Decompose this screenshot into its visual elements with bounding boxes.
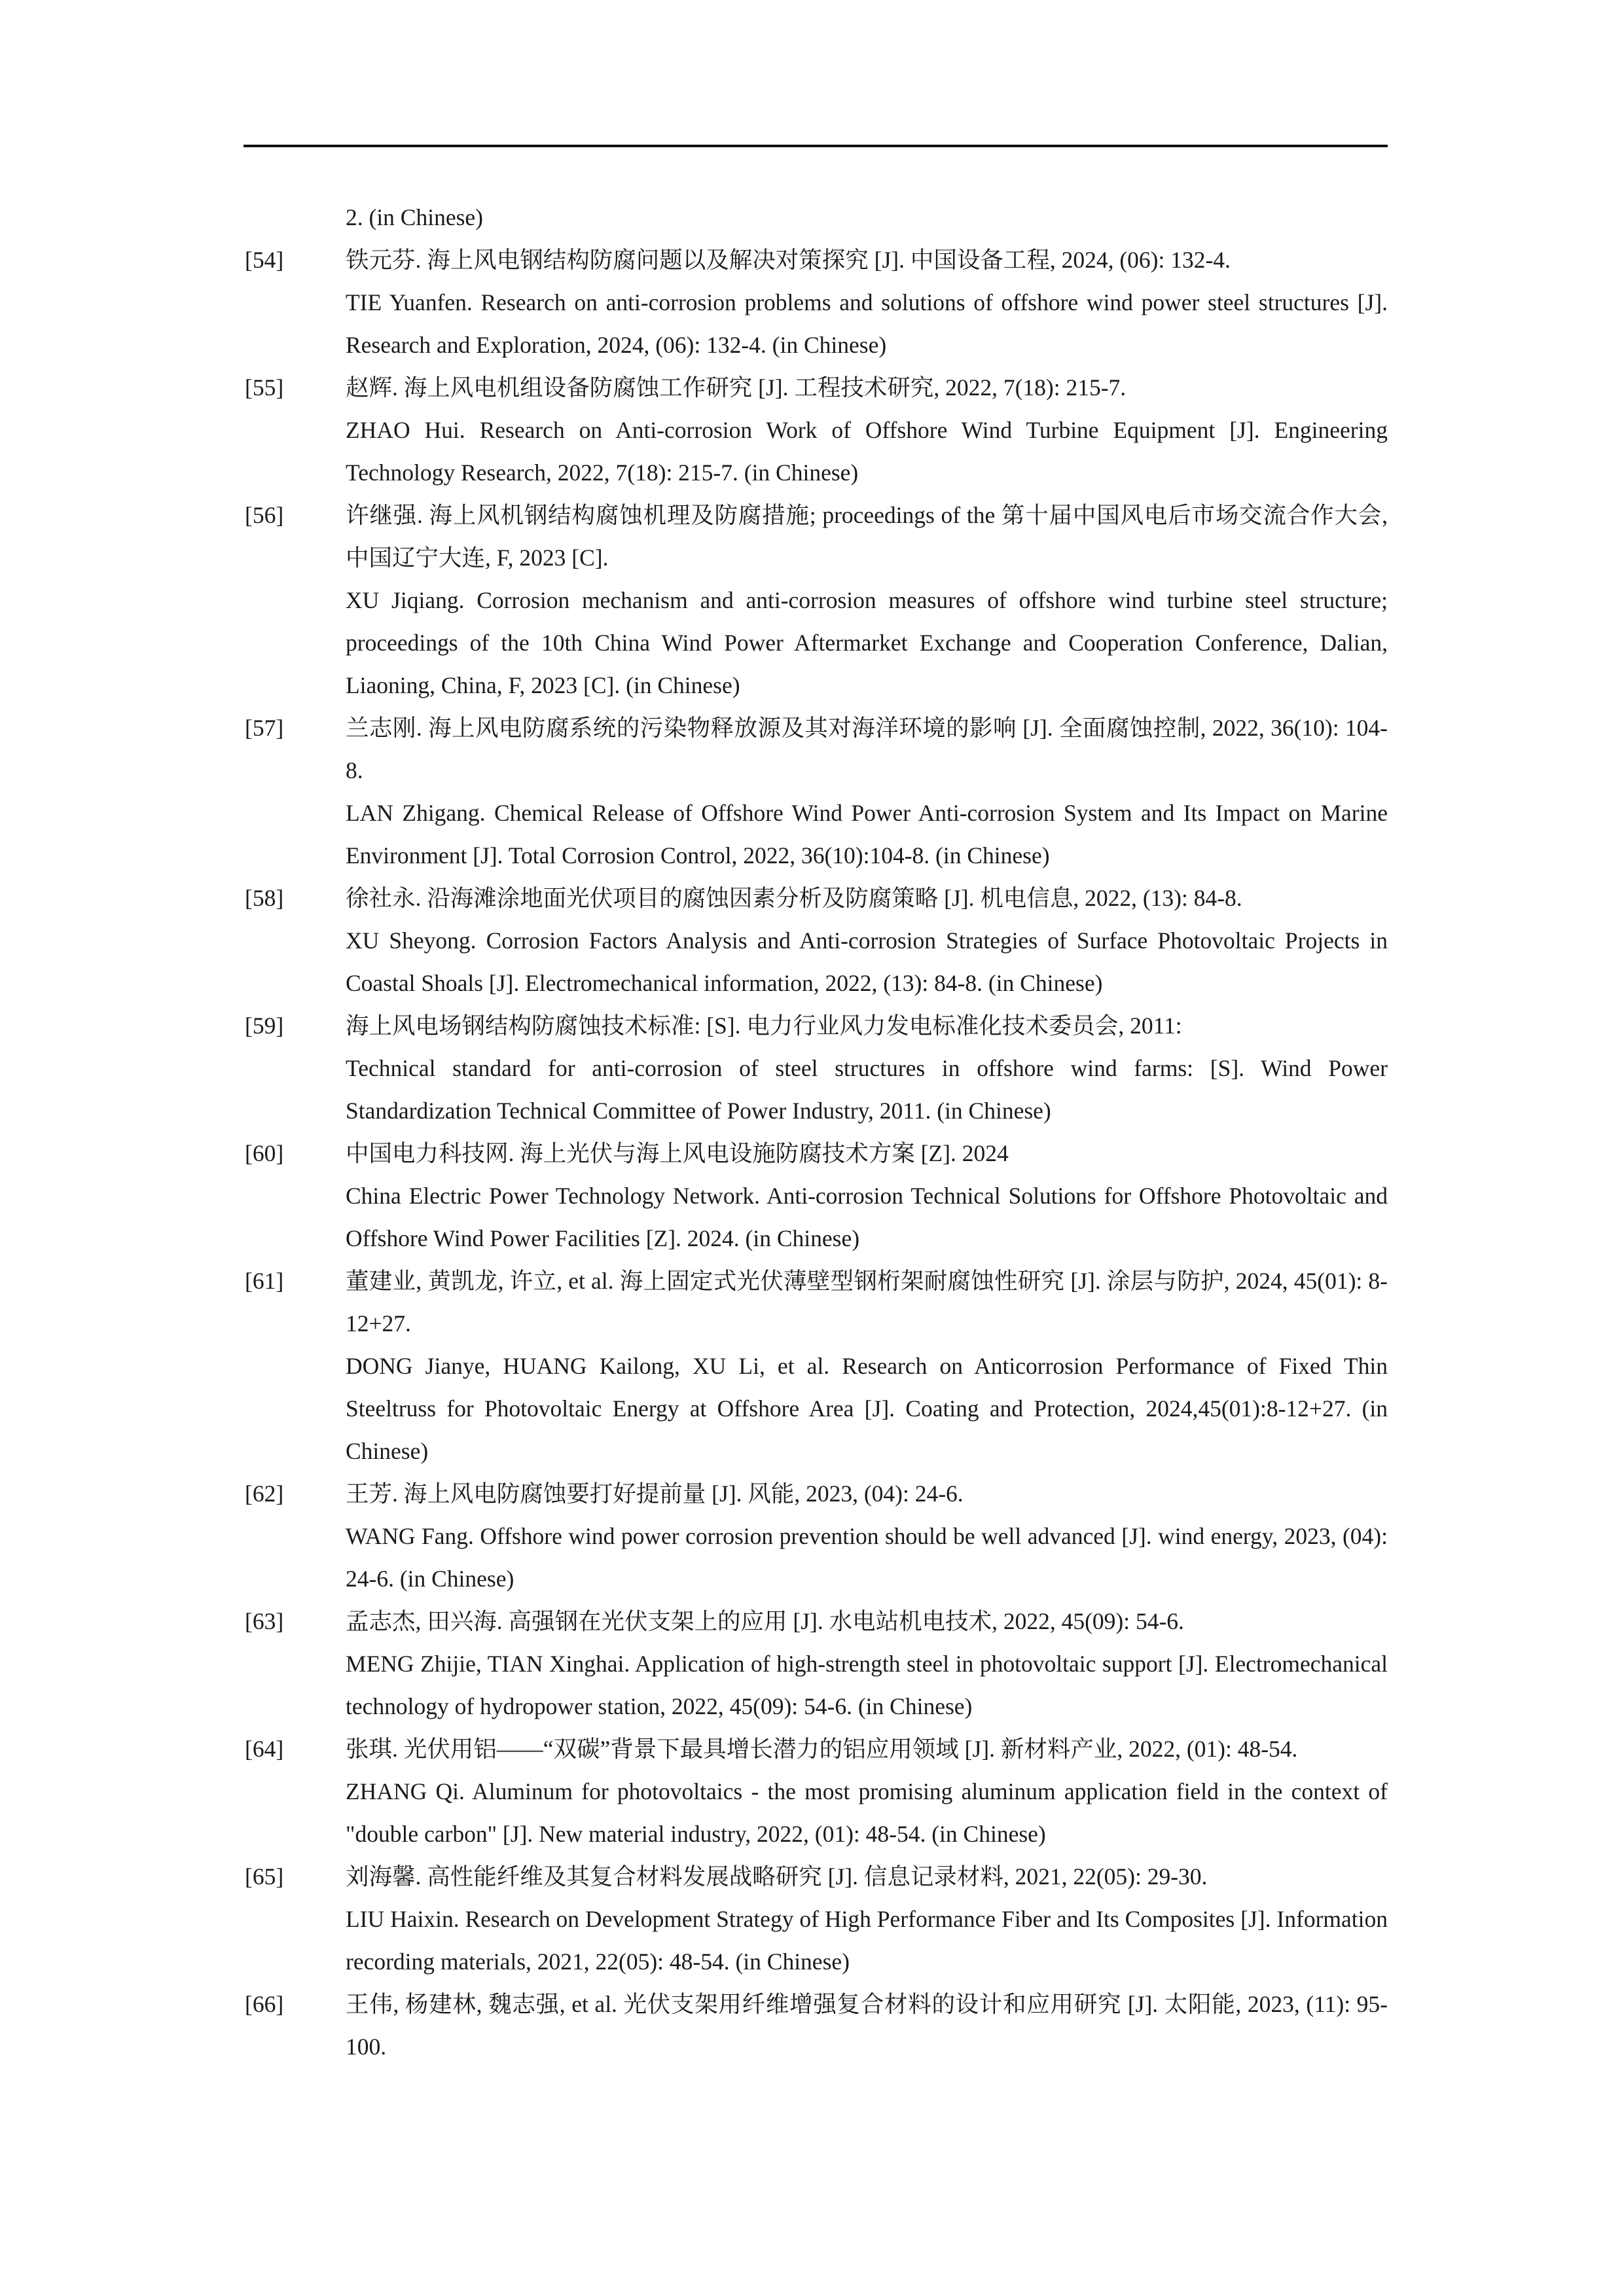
reference-english-citation: LAN Zhigang. Chemical Release of Offshore Wind Power Anti-corrosion System and Its Impact on Marine Environment [J]. Total Corrosion Control, 2022, 36(10):104-8. (in Chinese) xyxy=(346,800,1388,869)
reference-english-citation: ZHAO Hui. Research on Anti-corrosion Work of Offshore Wind Turbine Equipment [J]. Engineering Technology Research, 2022, 7(18): 215-7. (in Chinese) xyxy=(346,417,1388,486)
reference-number: [66] xyxy=(245,1991,284,2017)
reference-chinese-citation: 中国电力科技网. 海上光伏与海上风电设施防腐技术方案 [Z]. 2024 xyxy=(346,1140,1009,1166)
reference-66 xyxy=(0,1983,1624,2068)
reference-english-citation: Technical standard for anti-corrosion of steel structures in offshore wind farms: [S]. Wind Power Standardization Technical Committee of Power Industry, 2011. (in Chinese) xyxy=(346,1055,1388,1124)
reference-number: [55] xyxy=(245,374,284,401)
reference-chinese-citation: 徐社永. 沿海滩涂地面光伏项目的腐蚀因素分析及防腐策略 [J]. 机电信息, 2022, (13): 84-8. xyxy=(346,885,1242,911)
reference-number: [56] xyxy=(245,502,284,528)
reference-chinese-citation: 铁元芬. 海上风电钢结构防腐问题以及解决对策探究 [J]. 中国设备工程, 2024, (06): 132-4. xyxy=(346,247,1231,273)
reference-english-citation: XU Jiqiang. Corrosion mechanism and anti-corrosion measures of offshore wind turbine steel structure; proceedings of the 10th China Wind Power Aftermarket Exchange and Cooperation Conference, Dalian, Liaoning, China, F, 2023 [C]. (in Chinese) xyxy=(346,587,1388,698)
reference-number: [65] xyxy=(245,1863,284,1890)
reference-english-citation: XU Sheyong. Corrosion Factors Analysis and Anti-corrosion Strategies of Surface Photovoltaic Projects in Coastal Shoals [J]. Electromechanical information, 2022, (13): 84-8. (in Chinese) xyxy=(346,927,1388,996)
reference-english-citation: China Electric Power Technology Network. Anti-corrosion Technical Solutions for Offshore Photovoltaic and Offshore Wind Power Facilities [Z]. 2024. (in Chinese) xyxy=(346,1183,1388,1251)
reference-number: [59] xyxy=(245,1013,284,1039)
reference-number: [64] xyxy=(245,1736,284,1762)
reference-64 xyxy=(0,1728,1624,1856)
reference-number: [60] xyxy=(245,1140,284,1166)
reference-chinese-citation: 兰志刚. 海上风电防腐系统的污染物释放源及其对海洋环境的影响 [J]. 全面腐蚀控制, 2022, 36(10): 104-8. xyxy=(346,715,1388,783)
reference-english-citation: WANG Fang. Offshore wind power corrosion prevention should be well advanced [J]. wind energy, 2023, (04): 24-6. (in Chinese) xyxy=(346,1523,1388,1592)
reference-58 xyxy=(0,877,1624,1005)
reference-number: [63] xyxy=(245,1608,284,1634)
reference-63 xyxy=(0,1600,1624,1728)
reference-number: [61] xyxy=(245,1268,284,1294)
header-rule xyxy=(244,145,1388,147)
reference-62 xyxy=(0,1473,1624,1600)
reference-61 xyxy=(0,1260,1624,1473)
reference-55 xyxy=(0,367,1624,494)
reference-list xyxy=(0,196,1624,2068)
reference-chinese-citation: 张琪. 光伏用铝——“双碳”背景下最具增长潜力的铝应用领域 [J]. 新材料产业, 2022, (01): 48-54. xyxy=(346,1736,1298,1762)
reference-chinese-citation: 海上风电场钢结构防腐蚀技术标准: [S]. 电力行业风力发电标准化技术委员会, 2011: xyxy=(346,1013,1182,1039)
reference-chinese-citation: 董建业, 黄凯龙, 许立, et al. 海上固定式光伏薄壁型钢桁架耐腐蚀性研究 [J]. 涂层与防护, 2024, 45(01): 8-12+27. xyxy=(346,1268,1388,1336)
reference-65 xyxy=(0,1856,1624,1983)
reference-number: [57] xyxy=(245,715,284,741)
reference-59 xyxy=(0,1005,1624,1132)
reference-english-citation: TIE Yuanfen. Research on anti-corrosion problems and solutions of offshore wind power steel structures [J]. Research and Exploration, 2024, (06): 132-4. (in Chinese) xyxy=(346,289,1388,358)
reference-chinese-citation: 王芳. 海上风电防腐蚀要打好提前量 [J]. 风能, 2023, (04): 24-6. xyxy=(346,1480,964,1507)
reference-54 xyxy=(0,239,1624,367)
reference-chinese-citation: 孟志杰, 田兴海. 高强钢在光伏支架上的应用 [J]. 水电站机电技术, 2022, 45(09): 54-6. xyxy=(346,1608,1184,1634)
reference-continuation: 2. (in Chinese) xyxy=(346,204,484,230)
reference-english-citation: ZHANG Qi. Aluminum for photovoltaics - the most promising aluminum application field in the context of "double carbon" [J]. New material industry, 2022, (01): 48-54. (in Chinese) xyxy=(346,1778,1388,1847)
reference-chinese-citation: 刘海馨. 高性能纤维及其复合材料发展战略研究 [J]. 信息记录材料, 2021, 22(05): 29-30. xyxy=(346,1863,1208,1890)
reference-chinese-citation: 许继强. 海上风机钢结构腐蚀机理及防腐措施; proceedings of the 第十届中国风电后市场交流合作大会, 中国辽宁大连, F, 2023 [C]. xyxy=(346,502,1388,571)
reference-number: [54] xyxy=(245,247,284,273)
reference-60 xyxy=(0,1132,1624,1260)
reference-number: [62] xyxy=(245,1480,284,1507)
reference-56 xyxy=(0,494,1624,707)
reference-english-citation: MENG Zhijie, TIAN Xinghai. Application of high-strength steel in photovoltaic support [J]. Electromechanical technology of hydropower station, 2022, 45(09): 54-6. (in Chinese) xyxy=(346,1651,1388,1719)
reference-chinese-citation: 赵辉. 海上风电机组设备防腐蚀工作研究 [J]. 工程技术研究, 2022, 7(18): 215-7. xyxy=(346,374,1127,401)
reference-chinese-citation: 王伟, 杨建林, 魏志强, et al. 光伏支架用纤维增强复合材料的设计和应用研究 [J]. 太阳能, 2023, (11): 95-100. xyxy=(346,1991,1388,2060)
reference-number: [58] xyxy=(245,885,284,911)
reference-english-citation: LIU Haixin. Research on Development Strategy of High Performance Fiber and Its Composites [J]. Information recording materials, 2021, 22(05): 48-54. (in Chinese) xyxy=(346,1906,1388,1975)
reference-english-citation: DONG Jianye, HUANG Kailong, XU Li, et al. Research on Anticorrosion Performance of Fixed Thin Steeltruss for Photovoltaic Energy at Offshore Area [J]. Coating and Protection, 2024,45(01):8-12+27. (in Chinese) xyxy=(346,1353,1388,1464)
reference-57 xyxy=(0,707,1624,877)
